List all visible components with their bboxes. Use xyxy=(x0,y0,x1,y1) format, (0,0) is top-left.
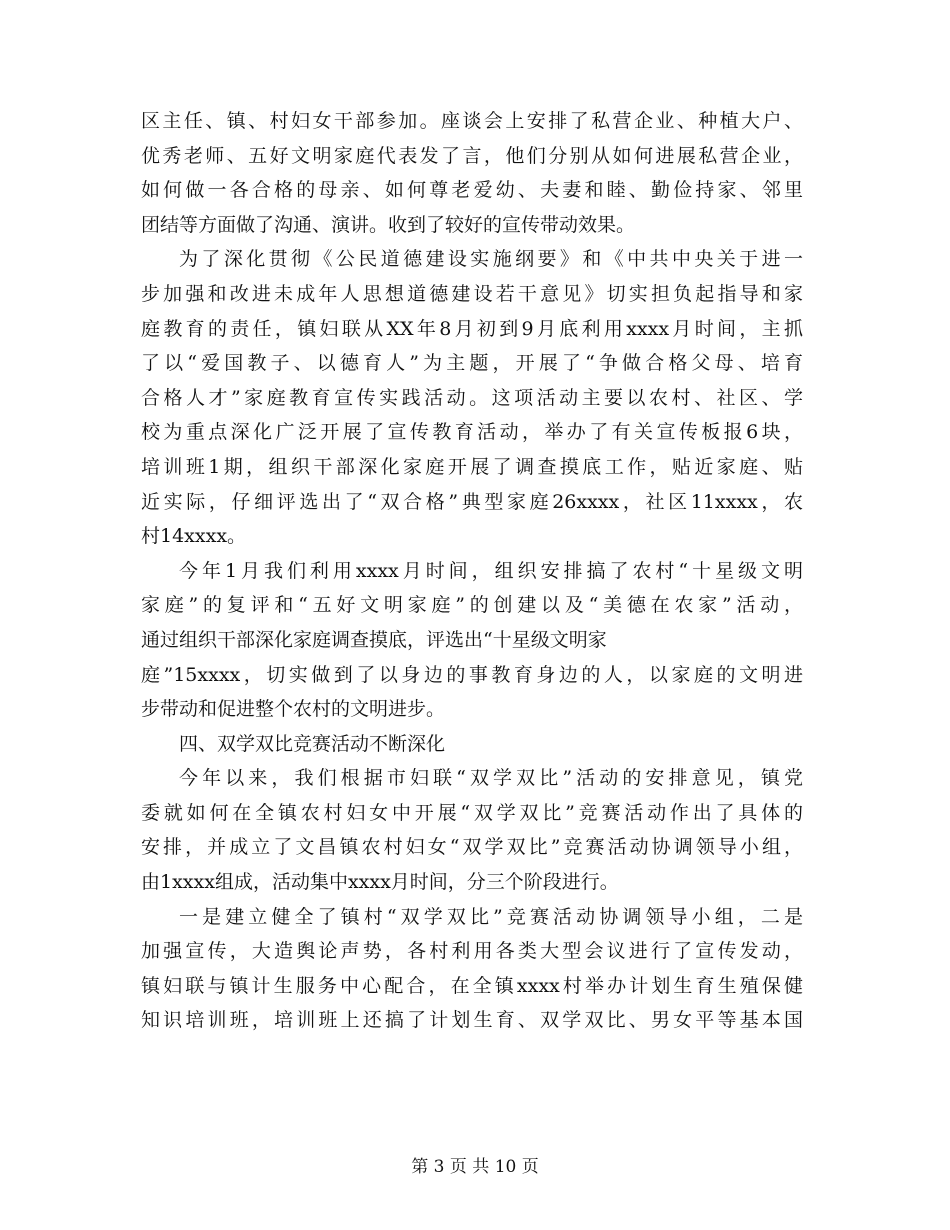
text-line: 为了深化贯彻《公民道德建设实施纲要》和《中共中央关于进一 xyxy=(179,248,803,271)
text-line: 今年以来，我们根据市妇联“双学双比”活动的安排意见，镇党 xyxy=(179,767,803,790)
text-line: 加强宣传，大造舆论声势，各村利用各类大型会议进行了宣传发动， xyxy=(141,940,803,963)
text-line: 庭教育的责任，镇妇联从XX年8月初到9月底利用xxxx月时间，主抓 xyxy=(141,317,803,340)
text-line: 培训班1期，组织干部深化家庭开展了调查摸底工作，贴近家庭、贴 xyxy=(141,455,803,478)
text-line: 校为重点深化广泛开展了宣传教育活动，举办了有关宣传板报6块， xyxy=(141,421,803,444)
text-line: 镇妇联与镇计生服务中心配合，在全镇xxxx村举办计划生育生殖保健 xyxy=(141,974,803,997)
body-text xyxy=(141,104,803,1038)
text-line: 今年1月我们利用xxxx月时间，组织安排搞了农村“十星级文明 xyxy=(179,559,803,582)
text-line: 委就如何在全镇农村妇女中开展“双学双比”竞赛活动作出了具体的 xyxy=(141,801,803,824)
text-line: 步加强和改进未成年人思想道德建设若干意见》切实担负起指导和家 xyxy=(141,282,803,305)
text-line: 优秀老师、五好文明家庭代表发了言，他们分别从如何进展私营企业， xyxy=(141,144,803,167)
text-line: 区主任、镇、村妇女干部参加。座谈会上安排了私营企业、种植大户、 xyxy=(141,110,803,132)
text-line: 步带动和促进整个农村的文明进步。 xyxy=(141,698,446,721)
text-line: 村14xxxx。 xyxy=(141,525,247,548)
text-line: 安排，并成立了文昌镇农村妇女“双学双比”竞赛活动协调领导小组， xyxy=(141,836,803,859)
page-number-footer: 第 3 页 共 10 页 xyxy=(411,1157,539,1177)
text-line: 了以“爱国教子、以德育人”为主题，开展了“争做合格父母、培育 xyxy=(141,352,803,375)
text-line: 知识培训班，培训班上还搞了计划生育、双学双比、男女平等基本国 xyxy=(141,1009,803,1032)
text-line: 通过组织干部深化家庭调查摸底，评选出“十星级文明家 xyxy=(141,628,607,651)
text-line: 一是建立健全了镇村“双学双比”竞赛活动协调领导小组，二是 xyxy=(179,905,803,928)
text-line: 团结等方面做了沟通、演讲。收到了较好的宣传带动效果。 xyxy=(141,213,636,236)
text-line: 合格人才”家庭教育宣传实践活动。这项活动主要以农村、社区、学 xyxy=(141,386,803,409)
text-line: 由1xxxx组成，活动集中xxxx月时间，分三个阶段进行。 xyxy=(141,871,619,894)
section-heading: 四、双学双比竞赛活动不断深化 xyxy=(179,732,446,755)
text-line: 如何做一各合格的母亲、如何尊老爱幼、夫妻和睦、勤俭持家、邻里 xyxy=(141,179,803,202)
text-line: 家庭”的复评和“五好文明家庭”的创建以及“美德在农家”活动， xyxy=(141,594,803,617)
text-line: 近实际，仔细评选出了“双合格”典型家庭26xxxx，社区11xxxx，农 xyxy=(141,490,803,513)
text-line: 庭”15xxxx，切实做到了以身边的事教育身边的人，以家庭的文明进 xyxy=(141,663,803,686)
